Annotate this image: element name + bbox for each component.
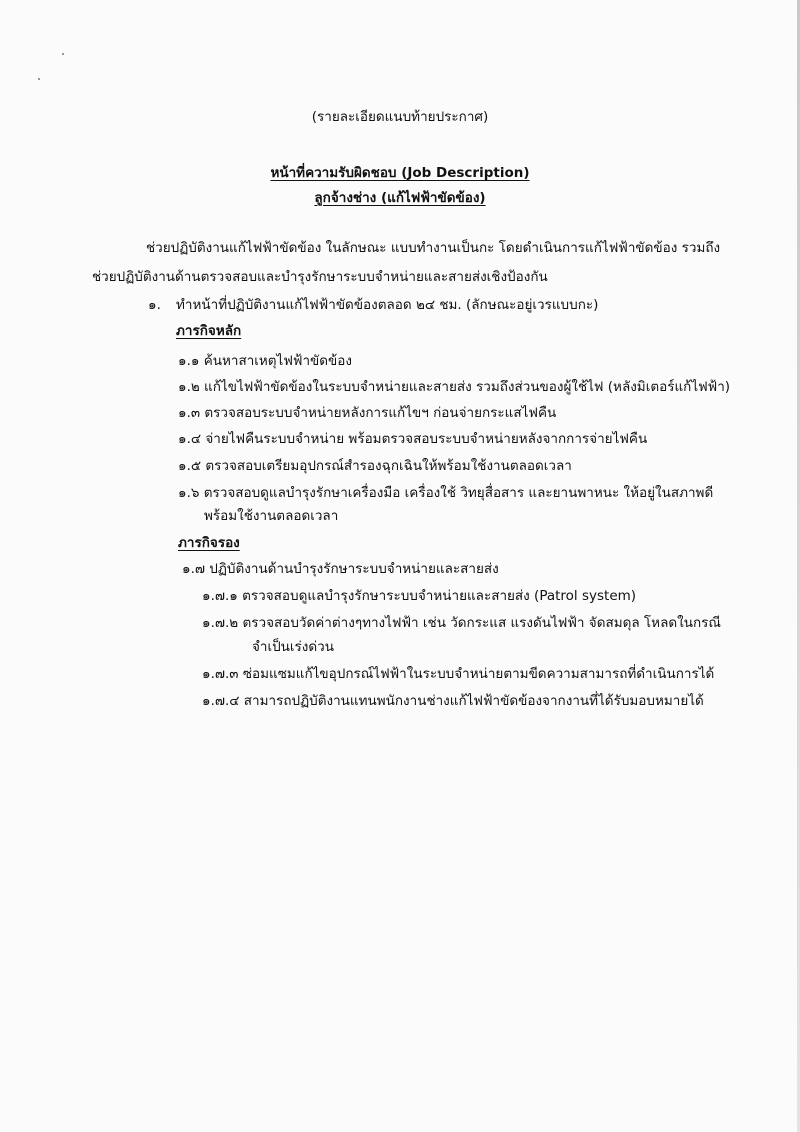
page-title: หน้าที่ความรับผิดชอบ (Job Description) [270,165,530,181]
main-task-item: ๑.๒ แก้ไขไฟฟ้าขัดข้องในระบบจำหน่ายและสายส่ง รวมถึงส่วนของผู้ใช้ไฟ (หลังมิเตอร์แก้ไฟฟ้า) [178,379,731,395]
secondary-subtask-item: ๑.๗.๑ ตรวจสอบดูแลบำรุงรักษาระบบจำหน่ายและสายส่ง (Patrol system) [202,588,637,604]
main-task-item: ๑.๑ ค้นหาสาเหตุไฟฟ้าขัดข้อง [178,353,352,369]
header-note: (รายละเอียดแนบท้ายประกาศ) [311,109,489,125]
main-task-item: ๑.๕ ตรวจสอบเตรียมอุปกรณ์สำรองฉุกเฉินให้พร้อมใช้งานตลอดเวลา [178,458,572,474]
secondary-subtask-continuation: จำเป็นเร่งด่วน [252,639,334,655]
item-1-text: ทำหน้าที่ปฏิบัติงานแก้ไฟฟ้าขัดข้องตลอด ๒๔ ชม. (ลักษณะอยู่เวรแบบกะ) [176,297,599,313]
secondary-subtask-item: ๑.๗.๔ สามารถปฏิบัติงานแทนพนักงานช่างแก้ไฟฟ้าขัดข้องจากงานที่ได้รับมอบหมายได้ [202,693,704,709]
main-task-item: ๑.๔ จ่ายไฟคืนระบบจำหน่าย พร้อมตรวจสอบระบบจำหน่ายหลังจากการจ่ายไฟคืน [178,431,648,447]
main-task-item-continuation: พร้อมใช้งานตลอดเวลา [204,508,339,524]
main-task-item: ๑.๖ ตรวจสอบดูแลบำรุงรักษาเครื่องมือ เครื่องใช้ วิทยุสื่อสาร และยานพาหนะ ให้อยู่ในสภาพดี [178,485,714,501]
main-task-item: ๑.๓ ตรวจสอบระบบจำหน่ายหลังการแก้ไขฯ ก่อนจ่ายกระแสไฟคืน [178,405,557,421]
main-tasks-heading: ภารกิจหลัก [176,323,242,339]
secondary-subtask-item: ๑.๗.๒ ตรวจสอบวัดค่าต่างๆทางไฟฟ้า เช่น วัดกระแส แรงดันไฟฟ้า จัดสมดุล โหลดในกรณี [202,615,721,631]
scan-speck [62,53,64,55]
item-1-number: ๑. [148,297,161,313]
scan-speck [38,78,40,80]
page-subtitle: ลูกจ้างช่าง (แก้ไฟฟ้าขัดข้อง) [314,190,486,206]
secondary-task-item: ๑.๗ ปฏิบัติงานด้านบำรุงรักษาระบบจำหน่ายและสายส่ง [182,561,499,577]
intro-line-2: ช่วยปฏิบัติงานด้านตรวจสอบและบำรุงรักษาระบบจำหน่ายและสายส่งเชิงป้องกัน [92,269,548,285]
secondary-subtask-item: ๑.๗.๓ ซ่อมแซมแก้ไขอุปกรณ์ไฟฟ้าในระบบจำหน่ายตามขีดความสามารถที่ดำเนินการได้ [202,666,715,682]
intro-line-1: ช่วยปฏิบัติงานแก้ไฟฟ้าขัดข้อง ในลักษณะ แบบทำงานเป็นกะ โดยดำเนินการแก้ไฟฟ้าขัดข้อง รวมถึง [146,240,721,256]
secondary-tasks-heading: ภารกิจรอง [178,535,240,551]
